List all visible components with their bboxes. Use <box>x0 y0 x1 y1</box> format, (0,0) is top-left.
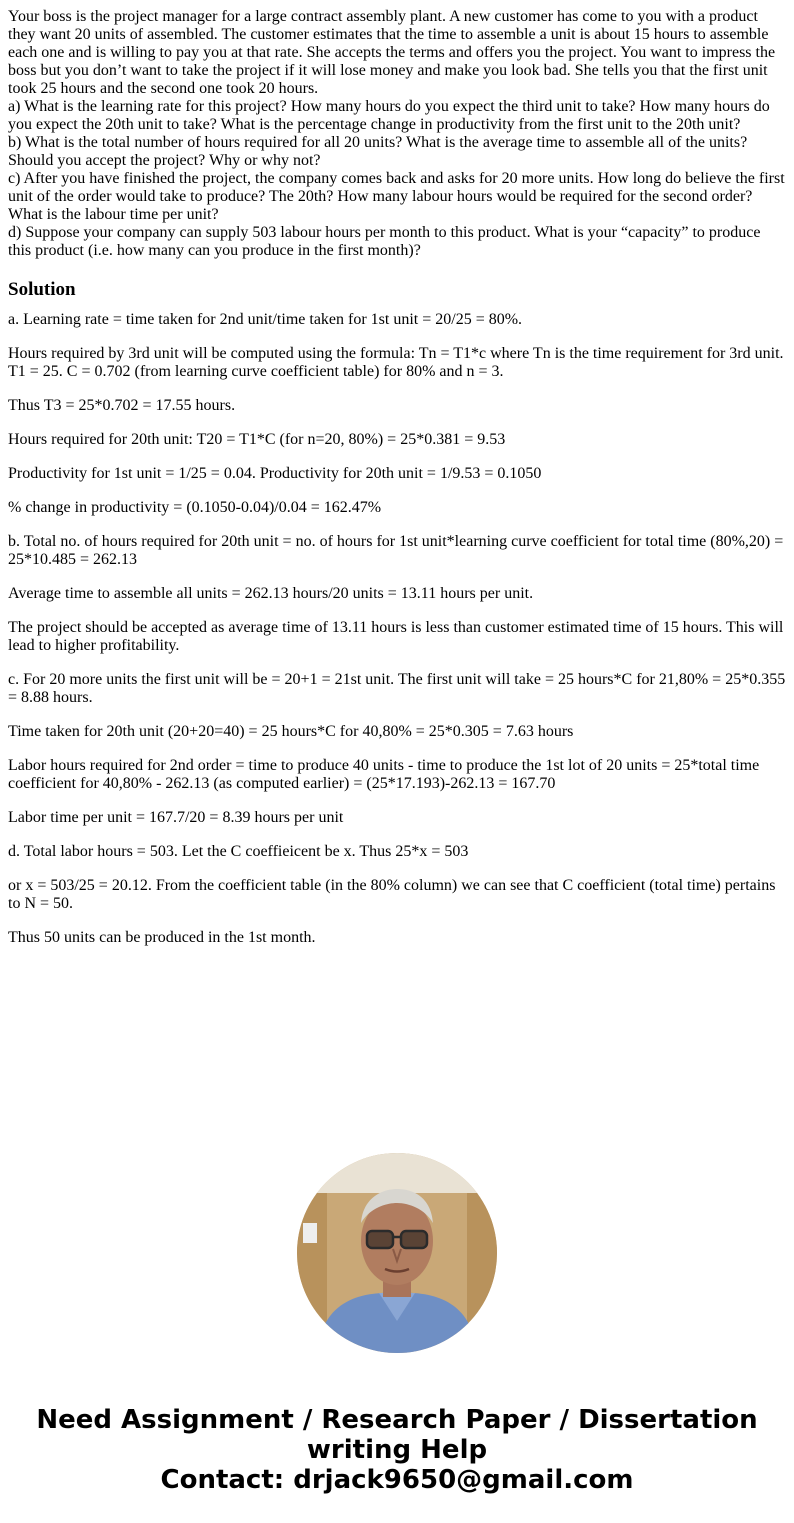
solution-paragraph: Productivity for 1st unit = 1/25 = 0.04. Productivity for 20th unit = 1/9.53 = 0.1050 <box>8 465 542 482</box>
solution-paragraph: a. Learning rate = time taken for 2nd unit/time taken for 1st unit = 20/25 = 80%. <box>8 311 523 328</box>
solution-paragraph: % change in productivity = (0.1050-0.04)/0.04 = 162.47% <box>8 499 382 516</box>
solution-paragraph: Thus 50 units can be produced in the 1st month. <box>8 929 316 946</box>
avatar-portrait <box>297 1153 497 1353</box>
solution-heading: Solution <box>8 279 76 300</box>
solution-paragraph: b. Total no. of hours required for 20th unit = no. of hours for 1st unit*learning curve coefficient for total time (80%,20) = 25*10.485 = 262.13 <box>8 533 784 568</box>
question-intro: Your boss is the project manager for a large contract assembly plant. A new customer has come to you with a product they want 20 units of assembled. The customer estimates that the time to assemble a unit is about 15 hours to assemble each one and is willing to pay you at that rate. She accepts the terms and offers you the project. You want to impress the boss but you don’t want to take the project if it will lose money and make you look bad. She tells you that the first unit took 25 hours and the second one took 20 hours. <box>8 8 776 97</box>
solution-block <box>8 311 786 947</box>
solution-paragraph: Hours required by 3rd unit will be computed using the formula: Tn = T1*c where Tn is the time requirement for 3rd unit. T1 = 25. C = 0.702 (from learning curve coefficient table) for 80% and n = 3. <box>8 345 784 380</box>
promo-line-1: Need Assignment / Research Paper / Dissertation <box>36 1405 758 1435</box>
promo-banner <box>0 1405 794 1495</box>
solution-paragraph: The project should be accepted as average time of 13.11 hours is less than customer estimated time of 15 hours. This will lead to higher profitability. <box>8 619 784 654</box>
solution-paragraph: Thus T3 = 25*0.702 = 17.55 hours. <box>8 397 236 414</box>
solution-paragraph: Average time to assemble all units = 262.13 hours/20 units = 13.11 hours per unit. <box>8 585 534 602</box>
solution-paragraph: Labor hours required for 2nd order = time to produce 40 units - time to produce the 1st lot of 20 units = 25*total time coefficient for 40,80% - 262.13 (as computed earlier) = (25*17.193)-262.13 = 167.70 <box>8 757 760 792</box>
question-part-a: a) What is the learning rate for this project? How many hours do you expect the third unit to take? How many hours do you expect the 20th unit to take? What is the percentage change in productivity from the first unit to the 20th unit? <box>8 98 770 133</box>
question-part-b: b) What is the total number of hours required for all 20 units? What is the average time to assemble all of the units? Should you accept the project? Why or why not? <box>8 134 748 169</box>
solution-paragraph: Hours required for 20th unit: T20 = T1*C (for n=20, 80%) = 25*0.381 = 9.53 <box>8 431 506 448</box>
solution-paragraph: d. Total labor hours = 503. Let the C coeffieicent be x. Thus 25*x = 503 <box>8 843 469 860</box>
solution-paragraph: or x = 503/25 = 20.12. From the coefficient table (in the 80% column) we can see that C coefficient (total time) pertains to N = 50. <box>8 877 776 912</box>
avatar <box>297 1153 497 1353</box>
solution-paragraph: Labor time per unit = 167.7/20 = 8.39 hours per unit <box>8 809 344 826</box>
question-part-c: c) After you have finished the project, the company comes back and asks for 20 more units. How long do believe the first unit of the order would take to produce? The 20th? How many labour hours would be required for the second order? What is the labour time per unit? <box>8 170 785 223</box>
promo-line-2: writing Help <box>306 1435 488 1465</box>
question-block <box>8 8 786 260</box>
solution-paragraph: c. For 20 more units the first unit will be = 20+1 = 21st unit. The first unit will take = 25 hours*C for 21,80% = 25*0.355 = 8.88 hours. <box>8 671 786 706</box>
promo-contact: Contact: drjack9650@gmail.com <box>160 1465 634 1495</box>
question-part-d: d) Suppose your company can supply 503 labour hours per month to this product. What is your “capacity” to produce this product (i.e. how many can you produce in the first month)? <box>8 224 761 259</box>
solution-paragraph: Time taken for 20th unit (20+20=40) = 25 hours*C for 40,80% = 25*0.305 = 7.63 hours <box>8 723 574 740</box>
